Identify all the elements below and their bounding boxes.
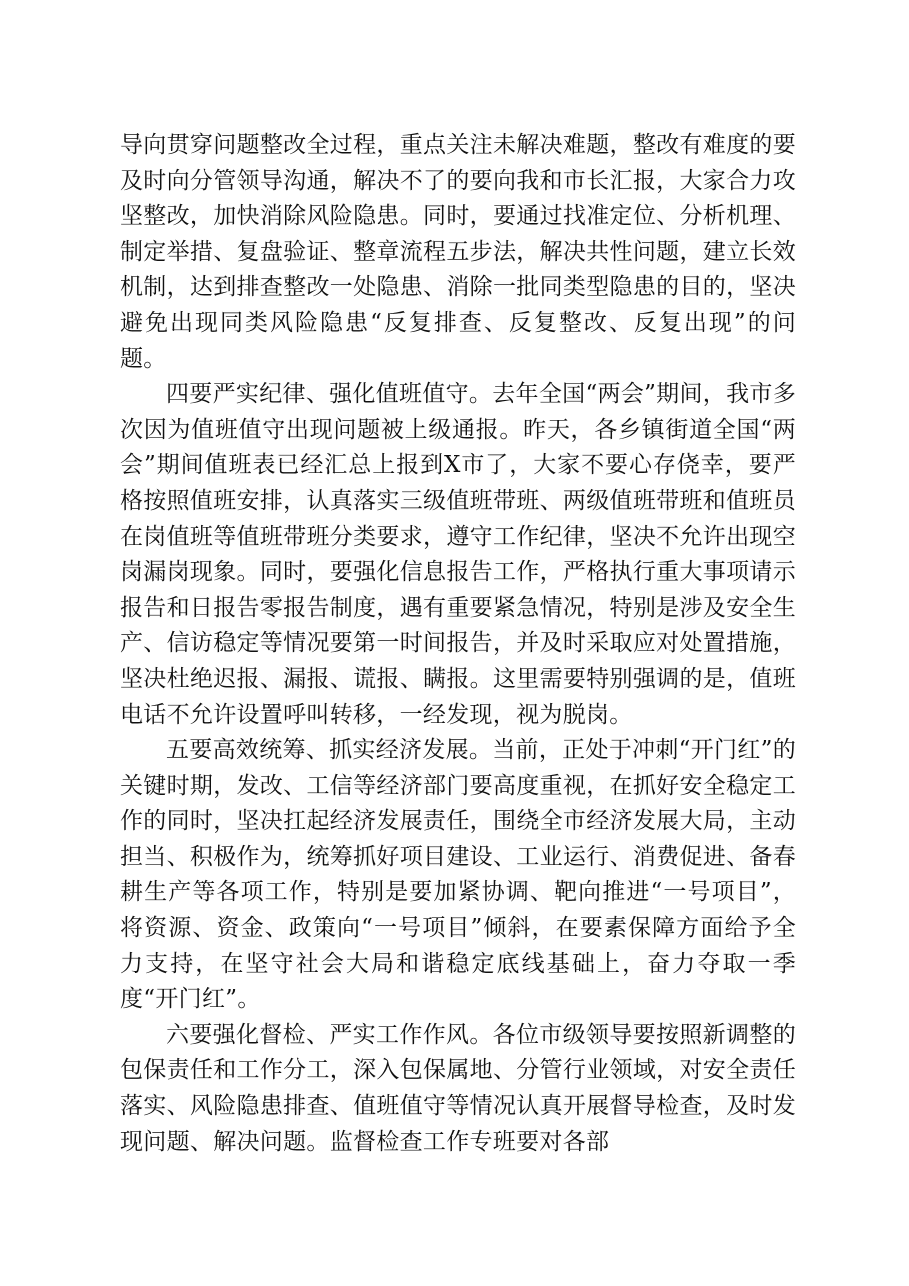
- paragraph-discipline-duty: 四要严实纪律、强化值班值守。去年全国“两会”期间，我市多次因为值班值守出现问题被上级通报。昨天，各乡镇街道全国“两会”期间值班表已经汇总上报到X市了，大家不要心存侥幸，要严格按照值班安排，认真落实三级值班带班、两级值班带班和值班员在岗值班等值班带班分类要求，遵守工作纪律，坚决不允许出现空岗漏岗现象。同时，要强化信息报告工作，严格执行重大事项请示报告和日报告零报告制度，遇有重要紧急情况，特别是涉及安全生产、信访稳定等情况要第一时间报告，并及时采取应对处置措施，坚决杜绝迟报、漏报、谎报、瞒报。这里需要特别强调的是，值班电话不允许设置呼叫转移，一经发现，视为脱岗。: [120, 381, 796, 728]
- document-body: [120, 128, 796, 1160]
- paragraph-economic-development: 五要高效统筹、抓实经济发展。当前，正处于冲刺“开门红”的关键时期，发改、工信等经济部门要高度重视，在抓好安全稳定工作的同时，坚决扛起经济发展责任，围绕全市经济发展大局，主动担当、积极作为，统筹抓好项目建设、工业运行、消费促进、备春耕生产等各项工作，特别是要加紧协调、靶向推进“一号项目”，将资源、资金、政策向“一号项目”倾斜，在要素保障方面给予全力支持，在坚守社会大局和谐稳定底线基础上，奋力夺取一季度“开门红”。: [120, 737, 796, 1013]
- paragraph-continuation: 导向贯穿问题整改全过程，重点关注未解决难题，整改有难度的要及时向分管领导沟通，解决不了的要向我和市长汇报，大家合力攻坚整改，加快消除风险隐患。同时，要通过找准定位、分析机理、制定举措、复盘验证、整章流程五步法，解决共性问题，建立长效机制，达到排查整改一处隐患、消除一批同类型隐患的目的，坚决避免出现同类风险隐患“反复排查、反复整改、反复出现”的问题。: [120, 132, 796, 372]
- paragraph-supervision-style: 六要强化督检、严实工作作风。各位市级领导要按照新调整的包保责任和工作分工，深入包保属地、分管行业领域，对安全责任落实、风险隐患排查、值班值守等情况认真开展督导检查，及时发现问题、解决问题。监督检查工作专班要对各部: [120, 1021, 796, 1155]
